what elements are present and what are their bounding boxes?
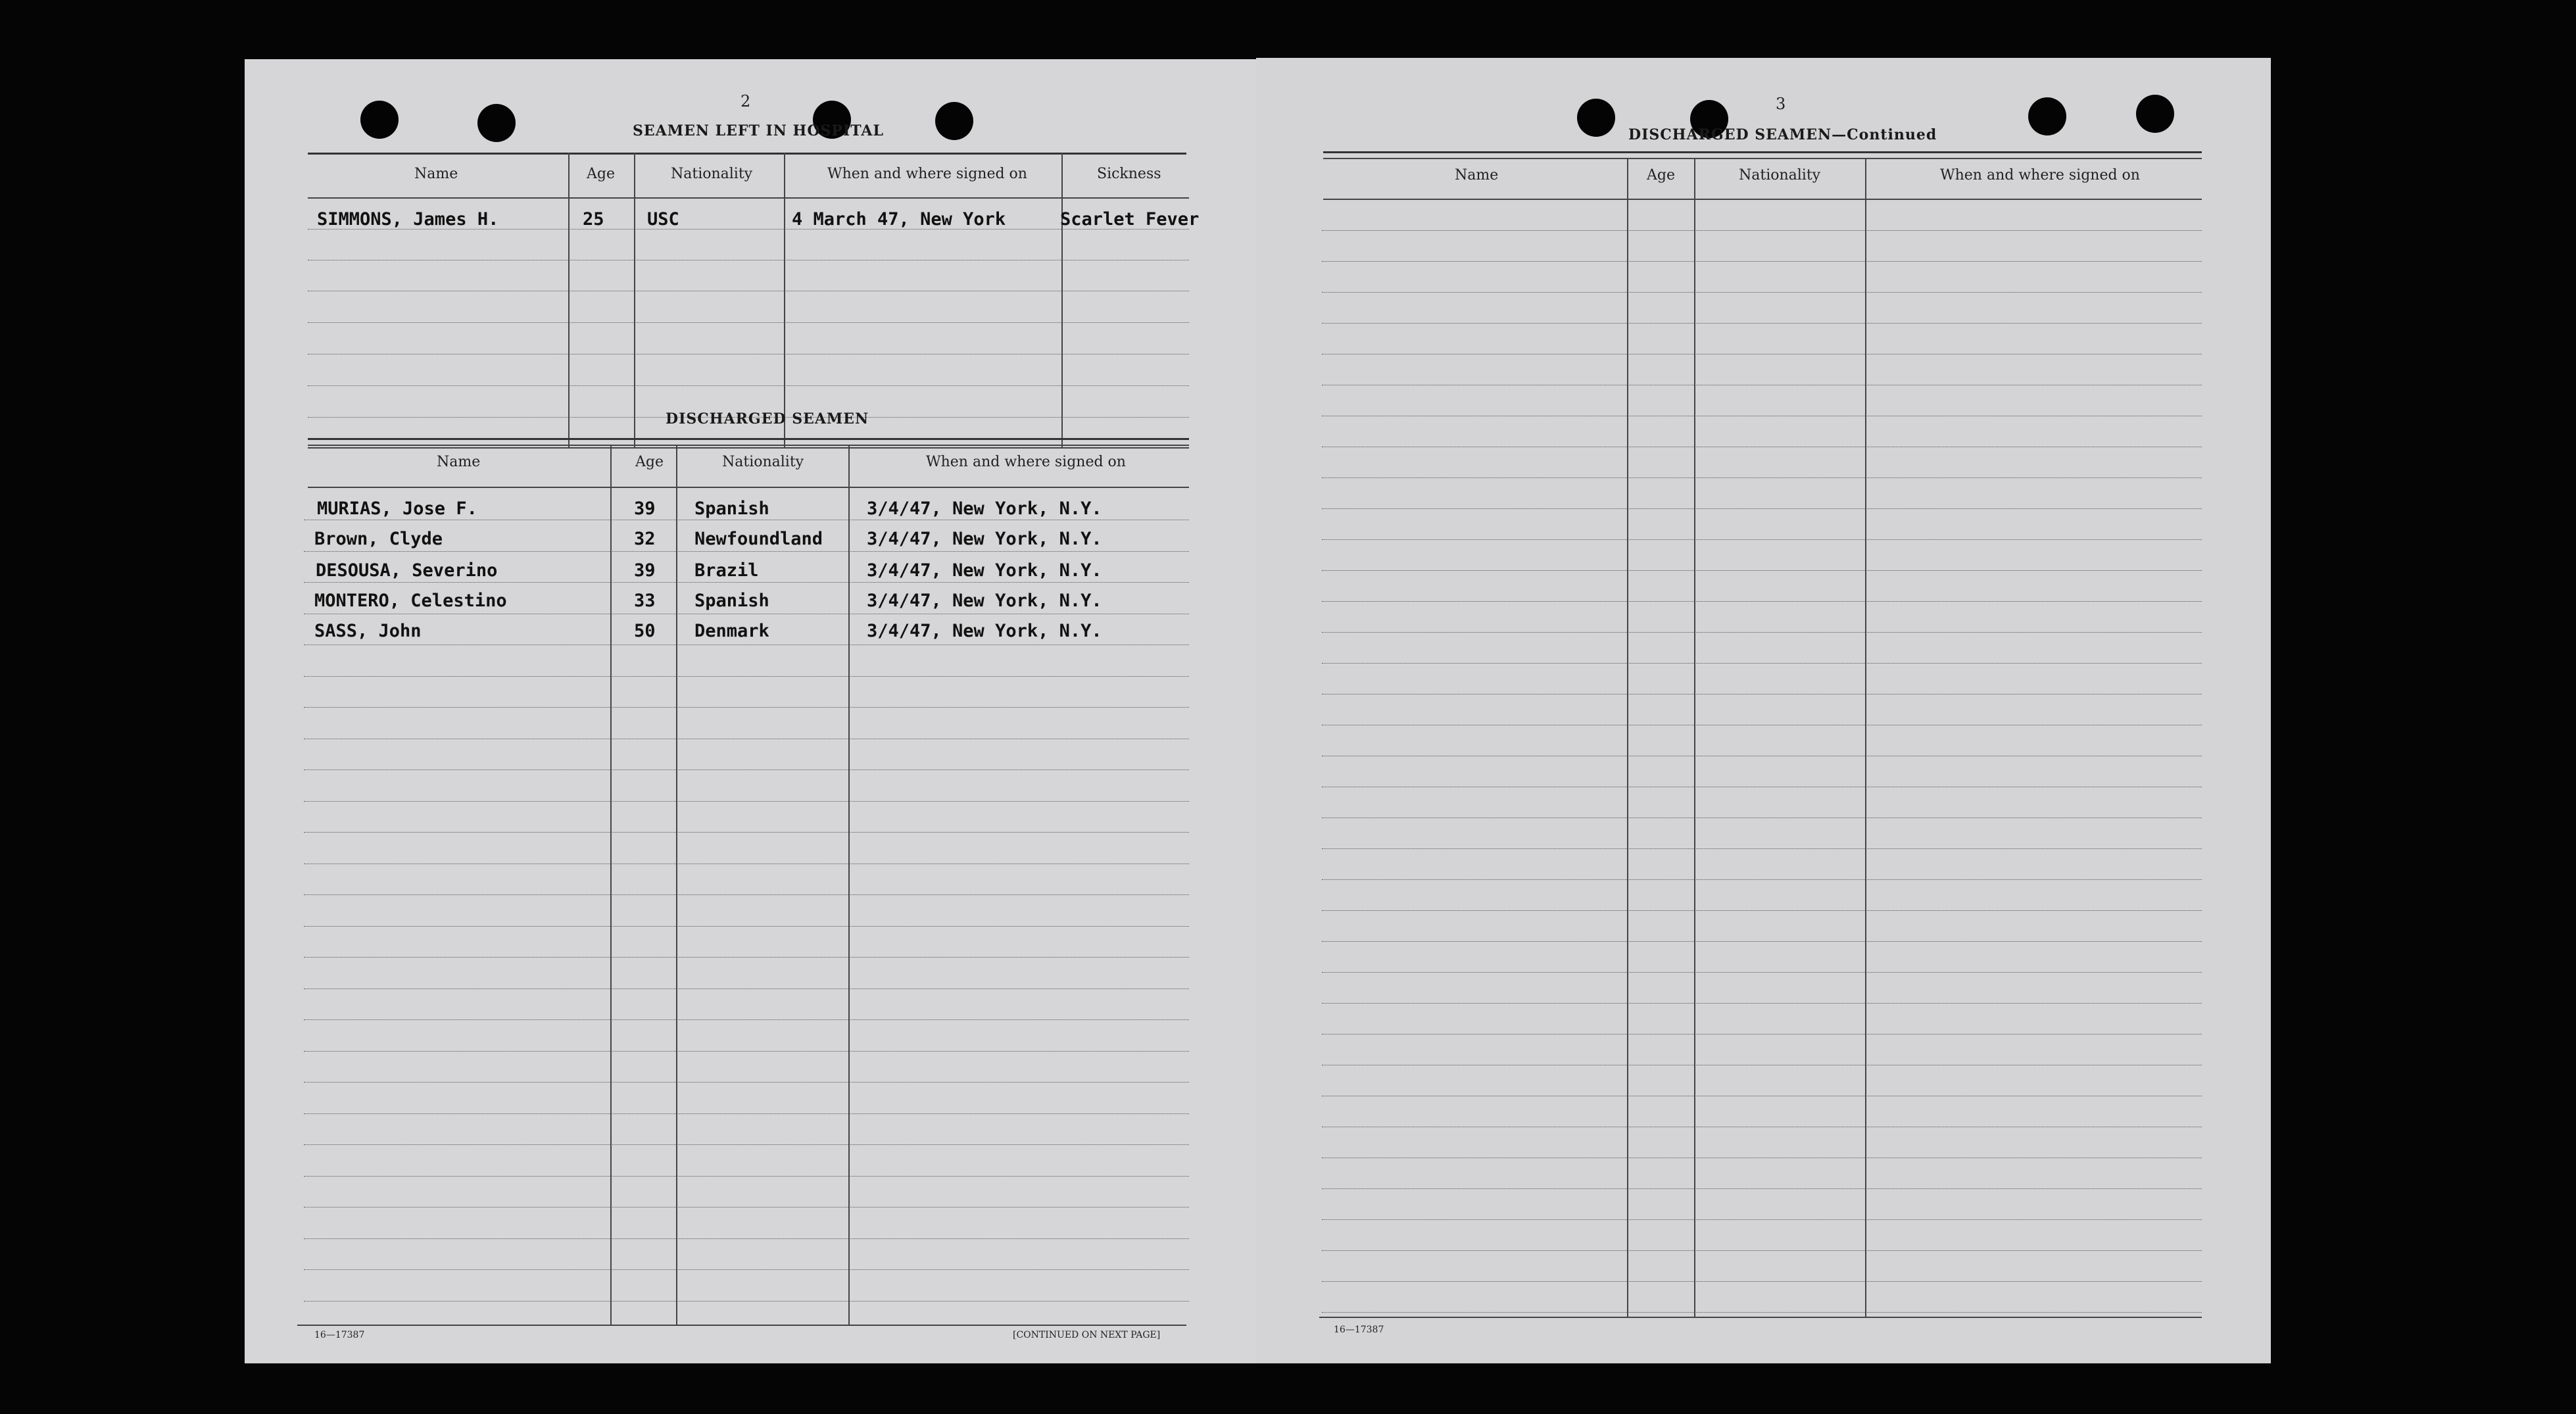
table-rule [1323, 158, 2202, 159]
table-rule [1323, 151, 2202, 153]
ruled-line [1322, 1281, 2202, 1282]
ruled-line [1322, 941, 2202, 942]
discharged-section-title: DISCHARGED SEAMEN [666, 410, 869, 427]
ruled-line [1322, 1188, 2202, 1189]
ruled-line [304, 1301, 1189, 1302]
page-number: 2 [741, 92, 751, 110]
table-rule [1319, 1317, 2202, 1318]
table-rule [308, 447, 1189, 449]
ruled-line [1322, 292, 2202, 293]
punch-hole [935, 102, 973, 140]
ruled-line [308, 322, 1189, 323]
ruled-line [304, 582, 1189, 583]
ruled-line [1322, 539, 2202, 540]
column-divider [568, 153, 570, 447]
ruled-line [1322, 508, 2202, 509]
punch-hole [1577, 99, 1615, 137]
ruled-line [304, 1051, 1189, 1052]
ruled-line [304, 707, 1189, 708]
ruled-line [1322, 910, 2202, 911]
col-signed-on: When and where signed on [926, 454, 1126, 470]
col-sickness: Sickness [1097, 166, 1161, 182]
ruled-line [304, 1269, 1189, 1270]
table-rule [308, 487, 1189, 488]
col-signed-on: When and where signed on [827, 166, 1027, 182]
discharged-row-age: 33 [634, 591, 656, 611]
left-page [245, 59, 1256, 1363]
table-rule [1323, 199, 2202, 200]
ruled-line [1322, 230, 2202, 231]
ruled-line [304, 832, 1189, 833]
discharged-row-signed-on: 3/4/47, New York, N.Y. [867, 621, 1102, 641]
col-signed-on: When and where signed on [1940, 167, 2140, 183]
ruled-line [304, 926, 1189, 927]
ruled-line [1322, 694, 2202, 695]
discharged-row-age: 32 [634, 529, 656, 549]
discharged-row-nationality: Newfoundland [694, 529, 823, 549]
ruled-line [304, 769, 1189, 770]
discharged-row-nationality: Denmark [694, 621, 769, 641]
column-divider [634, 153, 635, 447]
discharged-row-name: SASS, John [314, 621, 422, 641]
hospital-row-sickness: Scarlet Fever [1060, 209, 1200, 230]
ruled-line [304, 1019, 1189, 1020]
ruled-line [1322, 879, 2202, 880]
col-name: Name [437, 454, 481, 470]
column-divider [1627, 158, 1628, 1318]
discharged-row-name: MURIAS, Jose F. [317, 499, 477, 519]
hospital-row-age: 25 [583, 209, 604, 230]
page-title: DISCHARGED SEAMEN—Continued [1628, 126, 1937, 143]
column-divider [1865, 158, 1866, 1318]
ruled-line [304, 988, 1189, 989]
column-divider [1694, 158, 1695, 1318]
discharged-row-signed-on: 3/4/47, New York, N.Y. [867, 591, 1102, 611]
ruled-line [304, 1113, 1189, 1114]
ruled-line [304, 1238, 1189, 1239]
table-rule [297, 1325, 1186, 1326]
discharged-row-signed-on: 3/4/47, New York, N.Y. [867, 499, 1102, 519]
hospital-row-nationality: USC [647, 209, 679, 230]
ruled-line [1322, 1250, 2202, 1251]
discharged-row-nationality: Brazil [694, 560, 759, 581]
column-divider [610, 445, 612, 1326]
col-name: Name [414, 166, 458, 182]
column-divider [1061, 153, 1063, 447]
ruled-line [304, 894, 1189, 895]
ruled-line [1322, 632, 2202, 633]
discharged-row-signed-on: 3/4/47, New York, N.Y. [867, 529, 1102, 549]
ruled-line [1322, 972, 2202, 973]
discharged-row-age: 39 [634, 499, 656, 519]
hospital-section-title: SEAMEN LEFT IN HOSPITAL [633, 122, 884, 139]
discharged-row-name: Brown, Clyde [314, 529, 443, 549]
page-number: 3 [1776, 95, 1786, 113]
ruled-line [304, 676, 1189, 677]
ruled-line [1322, 570, 2202, 571]
discharged-row-age: 50 [634, 621, 656, 641]
ruled-line [1322, 1003, 2202, 1004]
ruled-line [304, 801, 1189, 802]
continued-note: [CONTINUED ON NEXT PAGE] [1013, 1330, 1161, 1340]
ruled-line [1322, 1219, 2202, 1220]
form-number: 16—17387 [1334, 1325, 1384, 1335]
ruled-line [308, 385, 1189, 386]
punch-hole [360, 101, 399, 139]
col-nationality: Nationality [671, 166, 753, 182]
discharged-row-nationality: Spanish [694, 499, 769, 519]
ruled-line [1322, 601, 2202, 602]
right-page [1256, 58, 2271, 1363]
ruled-line [1322, 261, 2202, 262]
table-rule [308, 445, 1189, 446]
ruled-line [1322, 817, 2202, 818]
col-nationality: Nationality [722, 454, 804, 470]
column-divider [784, 153, 785, 447]
table-rule [308, 153, 1186, 155]
punch-hole [2136, 95, 2174, 133]
ruled-line [1322, 477, 2202, 478]
table-rule [308, 438, 1189, 440]
ruled-line [304, 1144, 1189, 1145]
col-age: Age [1647, 167, 1675, 183]
discharged-row-name: MONTERO, Celestino [314, 591, 507, 611]
discharged-row-age: 39 [634, 560, 656, 581]
column-divider [676, 445, 677, 1326]
table-rule [308, 197, 1189, 199]
hospital-row-name: SIMMONS, James H. [317, 209, 499, 230]
ruled-line [1322, 848, 2202, 849]
discharged-row-name: DESOUSA, Severino [316, 560, 498, 581]
ruled-line [1322, 1312, 2202, 1313]
ruled-line [1322, 1034, 2202, 1035]
ruled-line [304, 551, 1189, 552]
column-divider [848, 445, 850, 1326]
ruled-line [1322, 663, 2202, 664]
discharged-row-nationality: Spanish [694, 591, 769, 611]
discharged-row-signed-on: 3/4/47, New York, N.Y. [867, 560, 1102, 581]
ruled-line [304, 1082, 1189, 1083]
punch-hole [2028, 97, 2066, 135]
ruled-line [304, 1176, 1189, 1177]
ruled-line [304, 957, 1189, 958]
col-age: Age [635, 454, 664, 470]
ruled-line [1322, 323, 2202, 324]
col-nationality: Nationality [1739, 167, 1821, 183]
form-number: 16—17387 [314, 1330, 365, 1340]
punch-hole [477, 104, 516, 142]
col-age: Age [587, 166, 615, 182]
col-name: Name [1455, 167, 1499, 183]
hospital-row-signed-on: 4 March 47, New York [792, 209, 1006, 230]
